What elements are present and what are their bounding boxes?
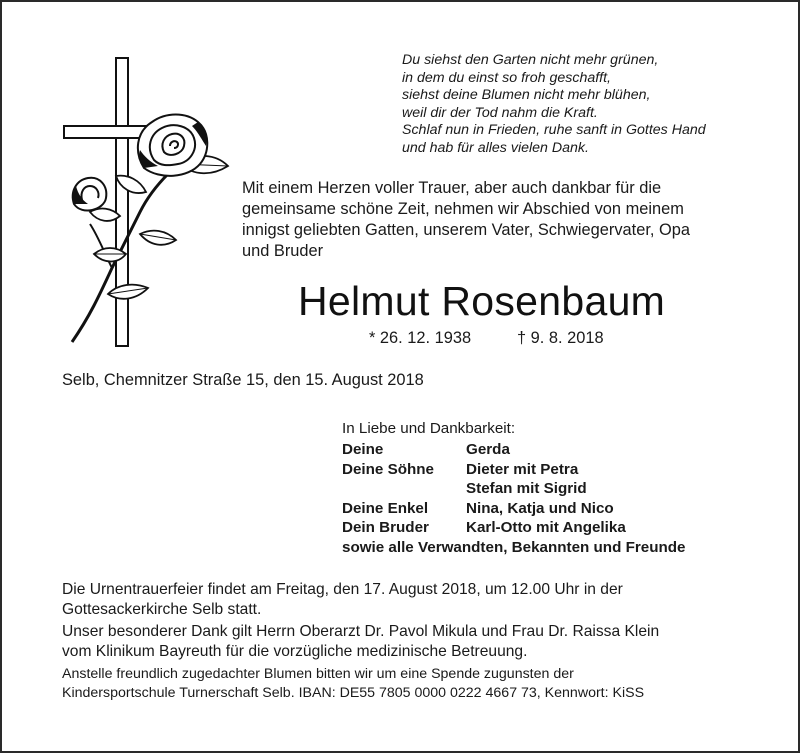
ceremony-info	[62, 580, 772, 619]
mourner-names: Stefan mit Sigrid	[466, 480, 587, 497]
mourner-names: Nina, Katja und Nico	[466, 499, 614, 517]
death-date: † 9. 8. 2018	[517, 329, 604, 347]
poem-line: siehst deine Blumen nicht mehr blühen,	[402, 87, 651, 104]
birth-date: * 26. 12. 1938	[369, 329, 472, 347]
poem-line: Du siehst den Garten nicht mehr grünen,	[402, 52, 659, 68]
poem-line: weil dir der Tod nahm die Kraft.	[402, 104, 598, 121]
poem-line: und hab für alles vielen Dank.	[402, 139, 589, 156]
mourners-closing: sowie alle Verwandten, Bekannten und Freunde	[342, 538, 686, 556]
donation-request	[62, 665, 772, 702]
intro-text	[242, 178, 762, 262]
ceremony-line: Gottesackerkirche Selb statt.	[62, 600, 262, 618]
intro-line: gemeinsame schöne Zeit, nehmen wir Abschied von meinem	[242, 200, 684, 218]
thanks-note	[62, 622, 772, 661]
intro-line: innigst geliebten Gatten, unserem Vater, Schwiegervater, Opa	[242, 221, 690, 239]
mourner-names: Karl-Otto mit Angelika	[466, 519, 626, 536]
mourner-names: Dieter mit Petra	[466, 460, 579, 478]
mourner-relation: Deine Enkel	[342, 499, 429, 517]
thanks-line: Unser besonderer Dank gilt Herrn Oberarzt Dr. Pavol Mikula und Frau Dr. Raissa Klein	[62, 623, 660, 640]
intro-line: und Bruder	[242, 242, 324, 260]
poem	[402, 52, 782, 158]
poem-line: in dem du einst so froh geschafft,	[402, 69, 611, 86]
thanks-line: vom Klinikum Bayreuth für die vorzügliche medizinische Betreuung.	[62, 642, 528, 660]
mourner-relation: Deine	[342, 441, 384, 458]
mourner-relation: Dein Bruder	[342, 519, 429, 536]
mourner-relation: Deine Söhne	[342, 460, 434, 478]
donation-line: Anstelle freundlich zugedachter Blumen bitten wir um eine Spende zugunsten der	[62, 666, 574, 682]
poem-line: Schlaf nun in Frieden, ruhe sanft in Gottes Hand	[402, 122, 706, 139]
donation-line: Kindersportschule Turnerschaft Selb. IBAN: DE55 7805 0000 0222 4667 73, Kennwort: KiSS	[62, 684, 645, 701]
deceased-name: Helmut Rosenbaum	[298, 278, 666, 324]
ceremony-line: Die Urnentrauerfeier findet am Freitag, den 17. August 2018, um 12.00 Uhr in der	[62, 581, 623, 598]
cross-with-rose-icon	[60, 56, 230, 348]
mourners-intro: In Liebe und Dankbarkeit:	[342, 420, 516, 437]
mourner-names: Gerda	[466, 441, 510, 458]
intro-line: Mit einem Herzen voller Trauer, aber auch dankbar für die	[242, 179, 662, 197]
place-and-date: Selb, Chemnitzer Straße 15, den 15. August 2018	[62, 371, 424, 389]
